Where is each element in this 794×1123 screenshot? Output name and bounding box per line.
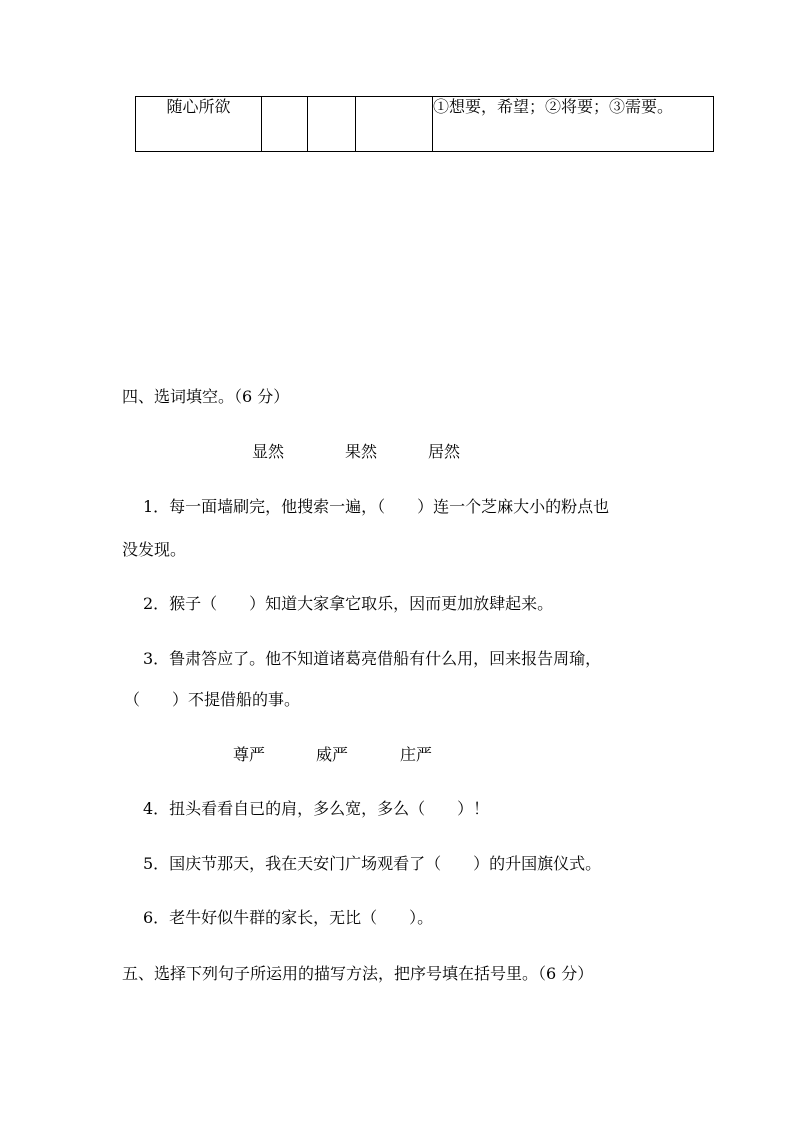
- blank-cell-3: [356, 97, 433, 152]
- question-6: 6．老牛好似牛群的家长，无比（ ）。: [143, 908, 434, 927]
- option-word: 庄严: [400, 745, 433, 764]
- table-row: [136, 97, 714, 152]
- definition-cell: ①想要，希望；②将要；③需要。: [433, 97, 714, 152]
- blank-cell-2: [308, 97, 356, 152]
- question-3-line1: 3．鲁肃答应了。他不知道诸葛亮借船有什么用，回来报告周瑜，: [143, 649, 602, 668]
- option-word: 居然: [428, 442, 461, 461]
- question-2: 2．猴子（ ）知道大家拿它取乐，因而更加放肆起来。: [143, 594, 554, 613]
- question-3-line2: （ ）不提借船的事。: [124, 690, 301, 709]
- option-word: 果然: [345, 442, 378, 461]
- question-5: 5．国庆节那天，我在天安门广场观看了（ ）的升国旗仪式。: [143, 854, 602, 873]
- idiom-table: [135, 96, 714, 152]
- idiom-cell: 随心所欲: [136, 97, 262, 152]
- question-4: 4．扭头看看自已的肩，多么宽，多么（ ）！: [143, 799, 490, 818]
- option-word: 威严: [316, 745, 349, 764]
- section4-title: 四、选词填空。（6 分）: [122, 387, 290, 406]
- option-word: 尊严: [233, 745, 266, 764]
- section5-title: 五、选择下列句子所运用的描写方法，把序号填在括号里。（6 分）: [122, 964, 594, 983]
- option-word: 显然: [252, 442, 285, 461]
- question-1-line2: 没发现。: [122, 540, 187, 559]
- blank-cell-1: [262, 97, 308, 152]
- question-1-line1: 1．每一面墙刷完，他搜索一遍，（ ）连一个芝麻大小的粉点也: [143, 497, 610, 516]
